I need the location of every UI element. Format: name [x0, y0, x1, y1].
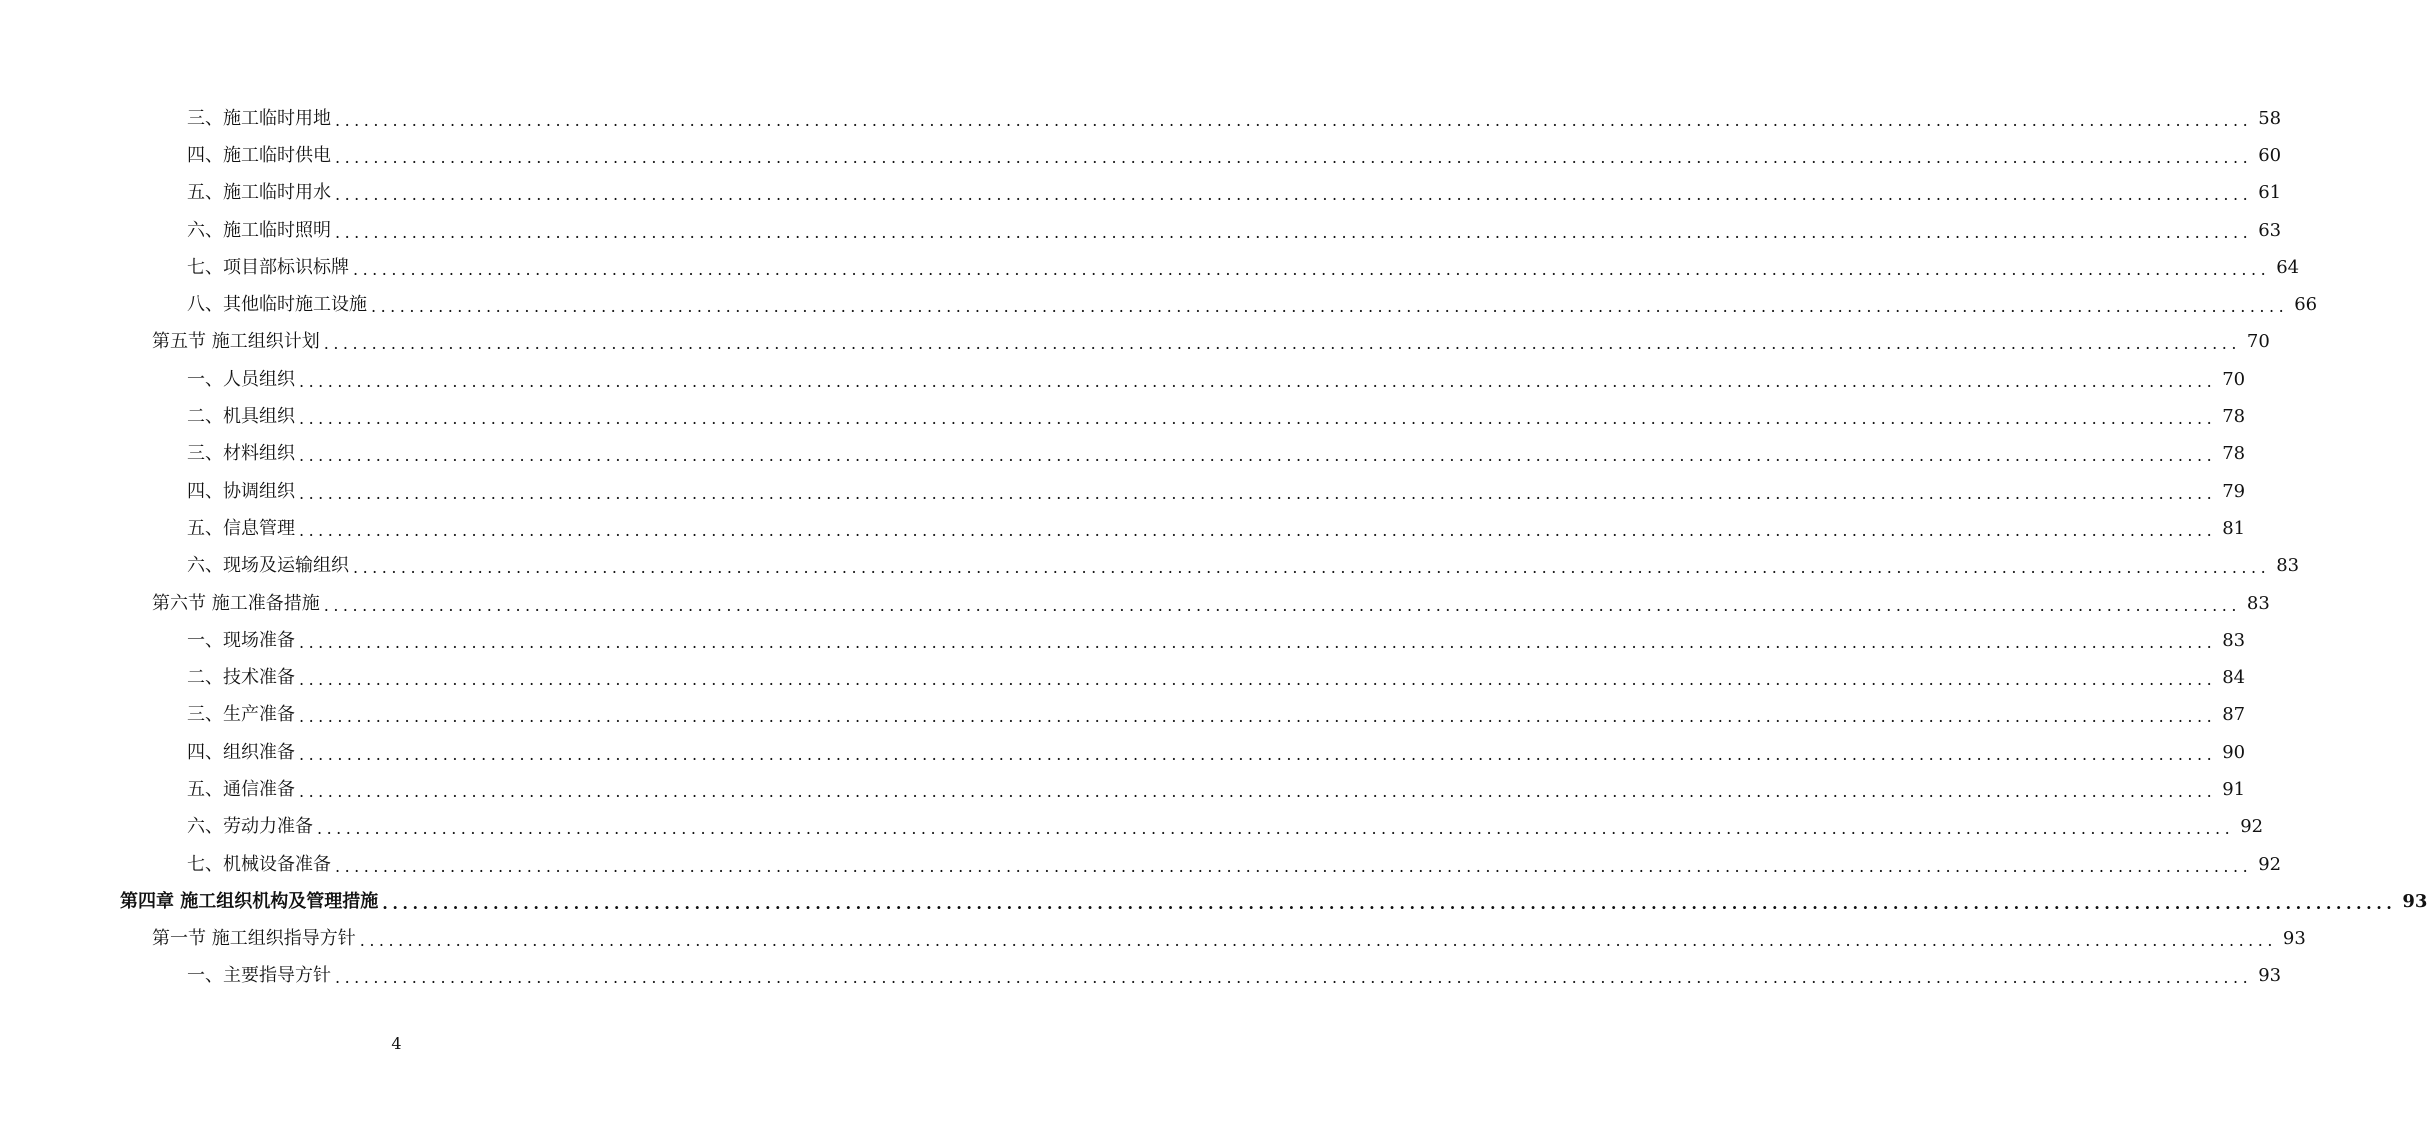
toc-entry-page: 78 [2222, 443, 2246, 465]
toc-entry-title: 五、施工临时用水 [187, 182, 331, 204]
toc-entry-page: 78 [2222, 406, 2246, 428]
toc-dot-leader: ........................................................................................................................................................................................................ [299, 520, 2217, 540]
toc-entry-page: 83 [2246, 592, 2270, 614]
toc-entry[interactable] [0, 771, 2246, 808]
toc-entry[interactable] [0, 286, 2318, 323]
toc-dot-leader: ........................................................................................................................................................................................................ [323, 595, 2241, 615]
toc-entry-page: 83 [2276, 555, 2300, 577]
toc-dot-leader: ........................................................................................................................................................................................................ [323, 334, 2241, 354]
toc-entry-title: 第六节 施工准备措施 [152, 592, 320, 614]
toc-entry-title: 七、机械设备准备 [187, 853, 331, 875]
toc-entry[interactable] [0, 249, 2300, 286]
toc-dot-leader: ........................................................................................................................................................................................................ [299, 707, 2217, 727]
toc-dot-leader: ........................................................................................................................................................................................................ [335, 856, 2253, 876]
toc-dot-leader: ........................................................................................................................................................................................................ [353, 259, 2271, 279]
toc-entry-page: 93 [2402, 890, 2427, 912]
toc-entry[interactable] [0, 175, 2282, 212]
toc-entry-page: 93 [2282, 928, 2306, 950]
toc-entry-title: 第四章 施工组织机构及管理措施 [120, 890, 379, 912]
toc-entry[interactable] [0, 398, 2246, 435]
toc-entry-page: 66 [2294, 294, 2318, 316]
toc-entry-title: 六、劳动力准备 [187, 816, 313, 838]
toc-entry-title: 第五节 施工组织计划 [152, 331, 320, 353]
table-of-contents [0, 100, 2427, 995]
toc-entry-page: 93 [2258, 965, 2282, 987]
toc-entry-page: 64 [2276, 256, 2300, 278]
toc-entry[interactable] [0, 436, 2246, 473]
toc-dot-leader: ........................................................................................................................................................................................................ [353, 558, 2271, 578]
toc-dot-leader: ........................................................................................................................................................................................................ [299, 409, 2217, 429]
toc-entry[interactable] [0, 100, 2282, 137]
toc-entry[interactable] [0, 809, 2264, 846]
toc-entry[interactable] [0, 659, 2246, 696]
toc-dot-leader: ........................................................................................................................................................................................................ [359, 931, 2277, 951]
toc-dot-leader: ........................................................................................................................................................................................................ [335, 147, 2253, 167]
toc-entry-title: 一、现场准备 [187, 629, 295, 651]
toc-entry-title: 一、主要指导方针 [187, 965, 331, 987]
toc-entry[interactable] [0, 473, 2246, 510]
toc-dot-leader: ........................................................................................................................................................................................................ [382, 893, 2397, 913]
toc-entry[interactable] [0, 958, 2282, 995]
toc-entry-title: 七、项目部标识标牌 [187, 256, 349, 278]
toc-entry-page: 81 [2222, 517, 2246, 539]
toc-dot-leader: ........................................................................................................................................................................................................ [299, 632, 2217, 652]
toc-dot-leader: ........................................................................................................................................................................................................ [335, 222, 2253, 242]
toc-entry-title: 六、施工临时照明 [187, 219, 331, 241]
toc-entry-page: 87 [2222, 704, 2246, 726]
toc-entry[interactable] [0, 921, 2306, 958]
toc-entry[interactable] [0, 324, 2270, 361]
toc-entry[interactable] [0, 361, 2246, 398]
toc-dot-leader: ........................................................................................................................................................................................................ [299, 483, 2217, 503]
toc-entry[interactable] [0, 585, 2270, 622]
toc-entry-page: 61 [2258, 182, 2282, 204]
toc-entry-title: 一、人员组织 [187, 368, 295, 390]
toc-entry-page: 60 [2258, 144, 2282, 166]
toc-dot-leader: ........................................................................................................................................................................................................ [299, 670, 2217, 690]
toc-entry[interactable] [0, 846, 2282, 883]
toc-entry-title: 二、技术准备 [187, 667, 295, 689]
toc-entry-page: 92 [2240, 816, 2264, 838]
toc-entry-page: 70 [2222, 368, 2246, 390]
toc-entry-title: 六、现场及运输组织 [187, 555, 349, 577]
toc-entry-page: 83 [2222, 629, 2246, 651]
toc-entry-title: 三、材料组织 [187, 443, 295, 465]
toc-entry-title: 四、组织准备 [187, 741, 295, 763]
toc-entry-title: 四、协调组织 [187, 480, 295, 502]
toc-entry[interactable] [0, 137, 2282, 174]
toc-entry[interactable] [0, 510, 2246, 547]
toc-entry[interactable] [0, 622, 2246, 659]
toc-entry[interactable] [0, 734, 2246, 771]
toc-entry-title: 三、生产准备 [187, 704, 295, 726]
toc-dot-leader: ........................................................................................................................................................................................................ [335, 968, 2253, 988]
toc-dot-leader: ........................................................................................................................................................................................................ [299, 781, 2217, 801]
toc-dot-leader: ........................................................................................................................................................................................................ [299, 744, 2217, 764]
toc-entry-title: 三、施工临时用地 [187, 107, 331, 129]
toc-entry-page: 90 [2222, 741, 2246, 763]
toc-entry-page: 79 [2222, 480, 2246, 502]
toc-entry-page: 91 [2222, 778, 2246, 800]
toc-dot-leader: ........................................................................................................................................................................................................ [317, 819, 2235, 839]
toc-entry-title: 四、施工临时供电 [187, 144, 331, 166]
toc-entry-title: 第一节 施工组织指导方针 [152, 928, 356, 950]
toc-dot-leader: ........................................................................................................................................................................................................ [335, 110, 2253, 130]
toc-entry-title: 二、机具组织 [187, 406, 295, 428]
toc-entry-page: 58 [2258, 107, 2282, 129]
toc-entry[interactable] [0, 883, 2427, 920]
page-number: 4 [391, 1034, 402, 1053]
toc-entry-page: 84 [2222, 667, 2246, 689]
toc-entry[interactable] [0, 697, 2246, 734]
toc-dot-leader: ........................................................................................................................................................................................................ [371, 297, 2289, 317]
toc-entry-page: 63 [2258, 219, 2282, 241]
toc-entry-title: 八、其他临时施工设施 [187, 294, 367, 316]
toc-dot-leader: ........................................................................................................................................................................................................ [299, 371, 2217, 391]
toc-entry-page: 70 [2246, 331, 2270, 353]
toc-entry[interactable] [0, 212, 2282, 249]
toc-dot-leader: ........................................................................................................................................................................................................ [335, 185, 2253, 205]
toc-entry-page: 92 [2258, 853, 2282, 875]
toc-dot-leader: ........................................................................................................................................................................................................ [299, 446, 2217, 466]
toc-entry-title: 五、通信准备 [187, 778, 295, 800]
toc-entry[interactable] [0, 548, 2300, 585]
toc-entry-title: 五、信息管理 [187, 517, 295, 539]
